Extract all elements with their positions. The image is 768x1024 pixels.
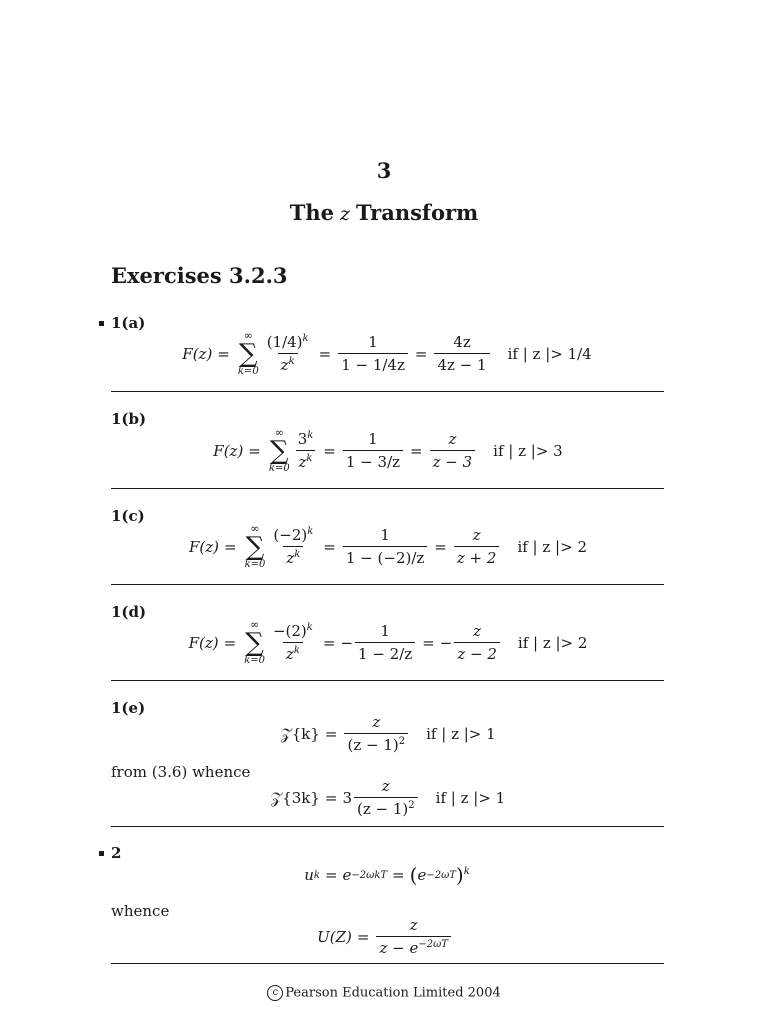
denominator: z [280,356,289,374]
sigma-symbol: ∑ [245,628,264,658]
exponent: k [288,356,295,367]
text-whence: whence [111,902,170,920]
chapter-title-post: Transform [356,200,479,225]
lhs: U(Z) [317,927,352,946]
numerator: z [409,916,418,934]
denominator: z − 3 [430,450,476,471]
equals-sign: = [422,633,435,652]
numerator: 3 [297,430,308,448]
exponent: k [302,333,309,344]
numerator: (−2) [273,526,308,544]
fraction [376,916,450,957]
sum-lower: k=0 [244,655,265,666]
fraction [354,777,418,818]
numerator: (1/4) [266,333,303,351]
sum-upper: ∞ [249,618,260,631]
sum-lower: k=0 [244,559,266,570]
fraction [270,622,316,663]
lhs: 𝒵{3k} [270,788,320,807]
exercise-label-1c: 1(c) [111,507,145,525]
condition: if | z |> 1 [435,788,506,807]
divider [111,963,664,964]
numerator: z [372,713,381,731]
exponent: −2ωT [426,869,456,881]
summation [244,619,265,666]
numerator: z [472,526,481,544]
sum-lower: k=0 [268,463,290,474]
numerator: 1 [380,622,390,640]
sum-upper: ∞ [243,329,253,342]
exponential-base: e [342,866,352,884]
denominator: 1 − 3/z [343,450,403,471]
exercise-label-1b: 1(b) [111,410,147,428]
numerator: z [473,622,482,640]
text-from-whence: from (3.6) whence [111,763,251,781]
equation-1d [0,619,768,666]
equals-sign: = [324,866,338,884]
chapter-number: 3 [376,158,392,183]
numerator: 1 [368,430,378,448]
equals-sign: = [323,441,336,460]
summation [269,427,290,474]
condition: if | z |> 2 [517,537,587,556]
exercise-label-1d: 1(d) [111,603,147,621]
fraction [355,622,415,663]
lhs: u [304,866,314,884]
numerator: 4z [453,333,471,351]
exercise-label-2: 2 [111,844,122,862]
equals-sign: = [434,537,447,556]
numerator: −(2) [272,622,307,640]
fraction [430,430,476,471]
exercise-label-1e: 1(e) [111,699,146,717]
divider [111,826,664,827]
denominator: 1 − (−2)/z [343,546,427,567]
condition: if | z |> 3 [493,441,563,460]
summation [238,330,259,377]
equation-1e-second [0,777,768,818]
chapter-title-pre: The [289,200,335,225]
fraction [454,622,500,663]
equals-sign: = [323,537,336,556]
coefficient: 3 [342,788,353,807]
exponential-base: e [417,866,427,884]
equals-sign: = [322,633,336,652]
copyright-icon: c [267,985,283,1001]
denominator: z − 2 [454,642,500,663]
equals-sign: = [410,441,423,460]
sum-upper: ∞ [250,522,260,535]
exponent: k [306,453,313,464]
equals-sign: = [356,927,370,946]
lhs: F(z) [188,633,219,652]
numerator: 1 [368,333,378,351]
fraction [295,430,317,471]
bullet-marker [99,851,104,856]
equation-1c [0,523,768,570]
denominator: z + 2 [454,546,500,567]
lhs: F(z) [189,537,220,556]
chapter-title [0,200,768,225]
fraction [344,713,408,754]
denominator: z [286,549,295,567]
lhs: 𝒵{k} [280,724,320,743]
lhs: F(z) [182,344,213,363]
condition: if | z |> 2 [517,633,588,652]
numerator: 1 [380,526,390,544]
denominator: (z − 1) [357,800,409,818]
sum-lower: k=0 [237,366,259,377]
sigma-symbol: ∑ [245,532,265,562]
denominator: z [298,453,307,471]
exponent: 2 [408,800,415,811]
fraction [338,333,408,374]
denominator: (z − 1) [347,736,399,754]
equals-sign: = [414,344,428,363]
divider [111,680,664,681]
fraction [343,526,427,567]
summation [245,523,266,570]
condition: if | z |> 1/4 [507,344,592,363]
fraction [264,333,312,374]
sigma-symbol: ∑ [270,436,289,466]
divider [111,391,664,392]
numerator: z [381,777,390,795]
bullet-marker [99,321,104,326]
exponent: k [307,526,314,537]
denominator: z − e [379,939,419,957]
denominator: 1 − 1/4z [338,353,408,374]
exponent: k [294,549,301,560]
fraction [434,333,489,374]
exponent: k [306,622,313,633]
exponent: −2ωT [418,939,448,950]
equals-sign: = [324,788,338,807]
divider [111,488,664,489]
equals-sign: = [324,724,338,743]
equation-1e-first [0,713,768,754]
section-heading: Exercises 3.2.3 [111,263,288,288]
minus-sign: − [439,633,453,652]
footer [0,985,768,1001]
chapter-title-variable: z [340,203,351,225]
condition: if | z |> 1 [426,724,496,743]
fraction [343,430,403,471]
equation-1b [0,427,768,474]
denominator: z [285,645,294,663]
equals-sign: = [248,441,261,460]
minus-sign: − [340,633,354,652]
exponent: k [307,430,314,441]
exponent: k [463,865,470,877]
equals-sign: = [217,344,230,363]
equals-sign: = [224,537,237,556]
sigma-symbol: ∑ [239,339,258,369]
footer-text: Pearson Education Limited 2004 [285,985,501,1001]
fraction [454,526,500,567]
equals-sign: = [392,866,405,884]
equation-2-second [0,916,768,957]
exponent: k [293,645,300,656]
numerator: z [448,430,457,448]
equals-sign: = [223,633,237,652]
equation-1a [0,330,768,377]
exercise-label-1a: 1(a) [111,314,146,332]
lhs: F(z) [213,441,244,460]
sum-upper: ∞ [274,426,284,439]
divider [111,584,664,585]
exponent: 2 [398,736,406,747]
equation-2-first: u k = e −2ωkT = ( e −2ωT ) $^k$ [304,863,470,887]
exponent: −2ωkT [351,869,388,881]
subscript: k [313,869,320,881]
denominator: 1 − 2/z [355,642,415,663]
equals-sign: = [318,344,332,363]
fraction [270,526,316,567]
denominator: 4z − 1 [434,353,489,374]
